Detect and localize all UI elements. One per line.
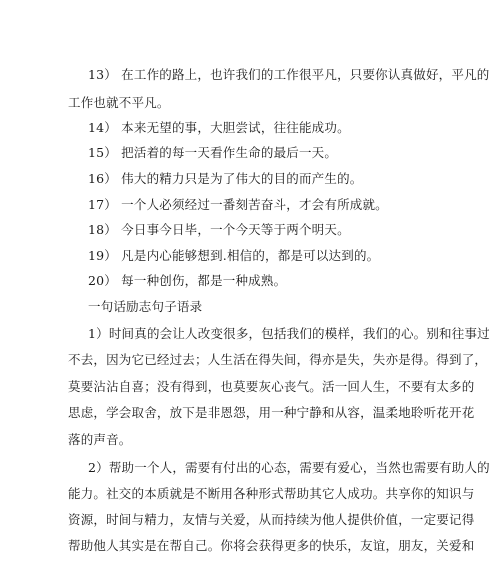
list-item-16: 16） 伟大的精力只是为了伟大的目的而产生的。	[88, 171, 363, 186]
list-item-14: 14） 本来无望的事，大胆尝试，往往能成功。	[88, 120, 350, 135]
paragraph-1-line-1: 1）时间真的会让人改变很多，包括我们的模样，我们的心。别和往事过	[88, 326, 490, 341]
list-item-15: 15） 把活着的每一天看作生命的最后一天。	[88, 145, 338, 160]
list-item-18: 18） 今日事今日毕，一个今天等于两个明天。	[88, 222, 350, 237]
paragraph-2-line-2: 能力。社交的本质就是不断用各种形式帮助其它人成功。共享你的知识与	[68, 486, 475, 501]
paragraph-1-line-4: 思虑，学会取舍，放下是非恩怨，用一种宁静和从容，温柔地聆听花开花	[68, 405, 475, 420]
paragraph-2-line-1: 2）帮助一个人，需要有付出的心态，需要有爱心，当然也需要有助人的	[88, 460, 490, 475]
list-item-13-cont: 工作也就不平凡。	[68, 95, 170, 110]
list-item-13: 13） 在工作的路上，也许我们的工作很平凡，只要你认真做好，平凡的	[88, 67, 490, 82]
list-item-20: 20） 每一种创伤，都是一种成熟。	[88, 273, 287, 288]
paragraph-1-line-5: 落的声音。	[68, 432, 132, 447]
paragraph-1-line-3: 莫要沾沾自喜；没有得到，也莫要灰心丧气。活一回人生，不要有太多的	[68, 379, 475, 394]
list-item-17: 17） 一个人必须经过一番刻苦奋斗，才会有所成就。	[88, 197, 388, 212]
paragraph-1-line-2: 不去，因为它已经过去；人生活在得失间，得亦是失，失亦是得。得到了，	[68, 352, 488, 367]
section-heading: 一句话励志句子语录	[88, 299, 203, 314]
paragraph-2-line-4: 帮助他人其实是在帮自己。你将会获得更多的快乐，友谊，朋友，关爱和	[68, 538, 475, 553]
list-item-19: 19） 凡是内心能够想到.相信的，都是可以达到的。	[88, 248, 380, 263]
paragraph-2-line-3: 资源，时间与精力，友情与关爱，从而持续为他人提供价值，一定要记得	[68, 512, 475, 527]
